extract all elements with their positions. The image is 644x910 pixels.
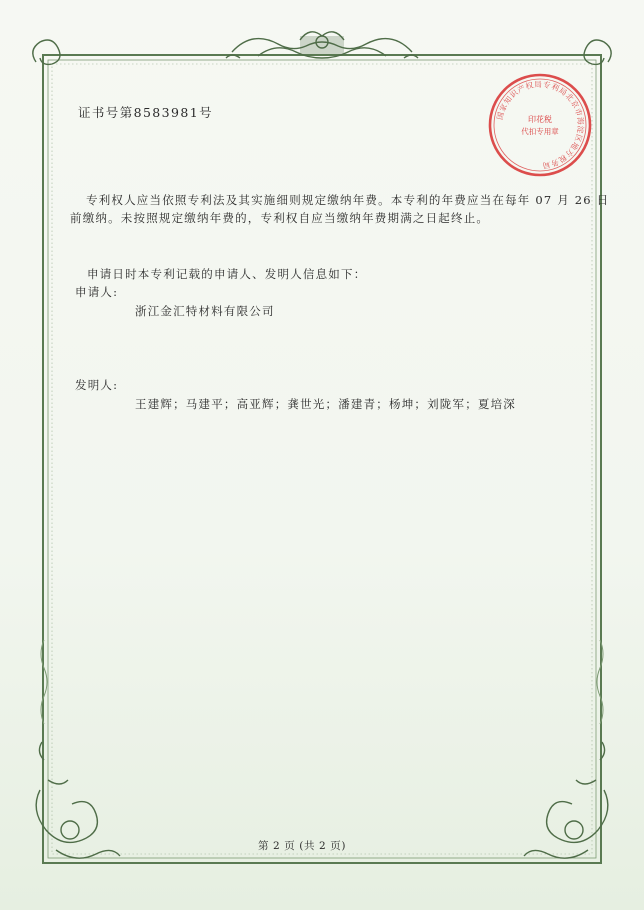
page-indicator: 第 2 页 (共 2 页) — [258, 840, 347, 852]
red-seal-stamp — [487, 72, 593, 178]
applicant-name: 浙江金汇特材料有限公司 — [135, 304, 275, 318]
certificate-number: 证书号第8583981号 — [78, 105, 213, 120]
inventor-names: 王建辉；马建平；高亚辉；龚世光；潘建青；杨坤；刘陇军；夏培深 — [135, 397, 516, 411]
fee-paragraph-line1: 专利权人应当依照专利法及其实施细则规定缴纳年费。本专利的年费应当在每年 07 月 26 日 — [86, 193, 610, 207]
seal-center-line2: 代扣专用章 — [521, 127, 559, 136]
seal-outer-text: 国家知识产权局专利局北京市海淀区地方税务局 — [495, 79, 586, 171]
seal-center-line1: 印花税 — [528, 115, 552, 124]
fee-paragraph-line2: 前缴纳。未按照规定缴纳年费的，专利权自应当缴纳年费期满之日起终止。 — [70, 211, 490, 225]
applicant-label: 申请人: — [75, 285, 119, 299]
inventor-label: 发明人: — [75, 378, 119, 392]
info-intro: 申请日时本专利记载的申请人、发明人信息如下： — [87, 267, 367, 281]
